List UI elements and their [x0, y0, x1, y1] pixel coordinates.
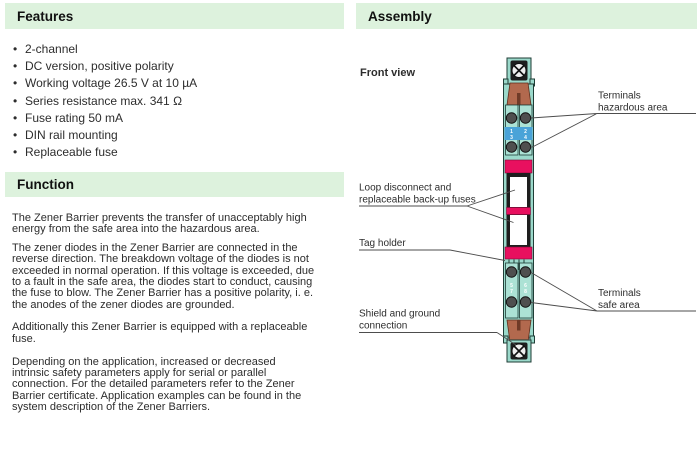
- terminal-number: 1: [510, 129, 513, 135]
- feature-item: • Replaceable fuse: [13, 144, 338, 161]
- paragraph: The zener diodes in the Zener Barrier are connected in the reverse direction. The breakdown voltage of the diodes is not exceeded in normal operation. If this voltage is exceeded, due to a fault in the safe area, the diodes start to conduct, causing the fuse to blow. The Zener Barrier has a positive polarity, i. e. the anodes of the zener diodes are grounded.: [12, 241, 315, 311]
- callout-label: safe area: [598, 300, 640, 311]
- paragraph: Depending on the application, increased or decreased intrinsic safety parameters apply for serial or parallel connection. For the detailed parameters refer to the Zener Barrier certificate. Application examples can be found in the system description of the Zener Barriers.: [12, 355, 302, 414]
- feature-item: • DC version, positive polarity: [13, 58, 338, 75]
- callout-loop-disconnect: [359, 183, 515, 223]
- terminal-number: 3: [510, 135, 513, 141]
- callout-terminals-hazardous: [531, 91, 696, 148]
- terminal-screw-4: [520, 142, 530, 152]
- terminal-screw-6: [520, 267, 530, 277]
- terminal-number: 2: [524, 129, 527, 135]
- terminal-number: 7: [510, 289, 513, 295]
- paragraph: Additionally this Zener Barrier is equipped with a replaceable fuse.: [12, 321, 308, 345]
- features-list: [13, 41, 338, 161]
- terminal-screw-3: [506, 142, 516, 152]
- callout-label: Tag holder: [359, 238, 406, 249]
- callout-tag-holder: [359, 238, 505, 261]
- callout-label: Terminals: [598, 288, 641, 299]
- callout-label: Shield and ground: [359, 308, 441, 320]
- terminal-number: 6: [524, 283, 527, 289]
- terminal-number: 5: [510, 283, 513, 289]
- features-title: Features: [17, 8, 74, 24]
- feature-item: • DIN rail mounting: [13, 127, 338, 144]
- function-text: [12, 213, 346, 425]
- front-view-label: Front view: [360, 67, 416, 79]
- leader-line: [359, 250, 505, 261]
- terminal-number-band: [505, 127, 533, 140]
- feature-item: • Working voltage 26.5 V at 10 µA: [13, 75, 338, 92]
- fuse-cover-top: [505, 160, 532, 173]
- terminal-screw-8: [520, 297, 530, 307]
- fuse-window-2: [510, 215, 527, 245]
- leader-line: [531, 114, 696, 148]
- callout-label: Terminals: [598, 90, 641, 102]
- callout-label: connection: [359, 320, 408, 332]
- terminal-screw-1: [506, 113, 516, 123]
- callout-label: hazardous area: [598, 102, 668, 114]
- terminal-number: 8: [524, 289, 527, 295]
- callout-terminals-safe: [531, 273, 696, 312]
- feature-item: • Series resistance max. 341 Ω: [13, 93, 338, 110]
- assembly-diagram: [350, 40, 700, 380]
- function-section-header: [5, 172, 344, 197]
- terminal-screw-5: [506, 267, 516, 277]
- paragraph: The Zener Barrier prevents the transfer of unacceptably high energy from the safe area into the hazardous area.: [12, 212, 307, 236]
- zener-barrier-device: [504, 58, 535, 362]
- feature-item: • Fuse rating 50 mA: [13, 110, 338, 127]
- leader-line: [359, 333, 516, 346]
- terminal-screw-7: [506, 297, 516, 307]
- features-section-header: [5, 3, 344, 29]
- callout-label: replaceable back-up fuses: [359, 194, 476, 206]
- fuse-cover-bottom: [505, 247, 532, 259]
- terminal-number: 4: [524, 135, 527, 141]
- assembly-section-header: [356, 3, 697, 29]
- feature-item: • 2-channel: [13, 41, 338, 58]
- callout-shield-ground: [359, 309, 516, 346]
- terminal-screw-2: [520, 113, 530, 123]
- assembly-title: Assembly: [368, 8, 432, 24]
- fuse-window-1: [510, 177, 527, 207]
- callout-label: Loop disconnect and: [359, 182, 452, 194]
- function-title: Function: [17, 177, 74, 192]
